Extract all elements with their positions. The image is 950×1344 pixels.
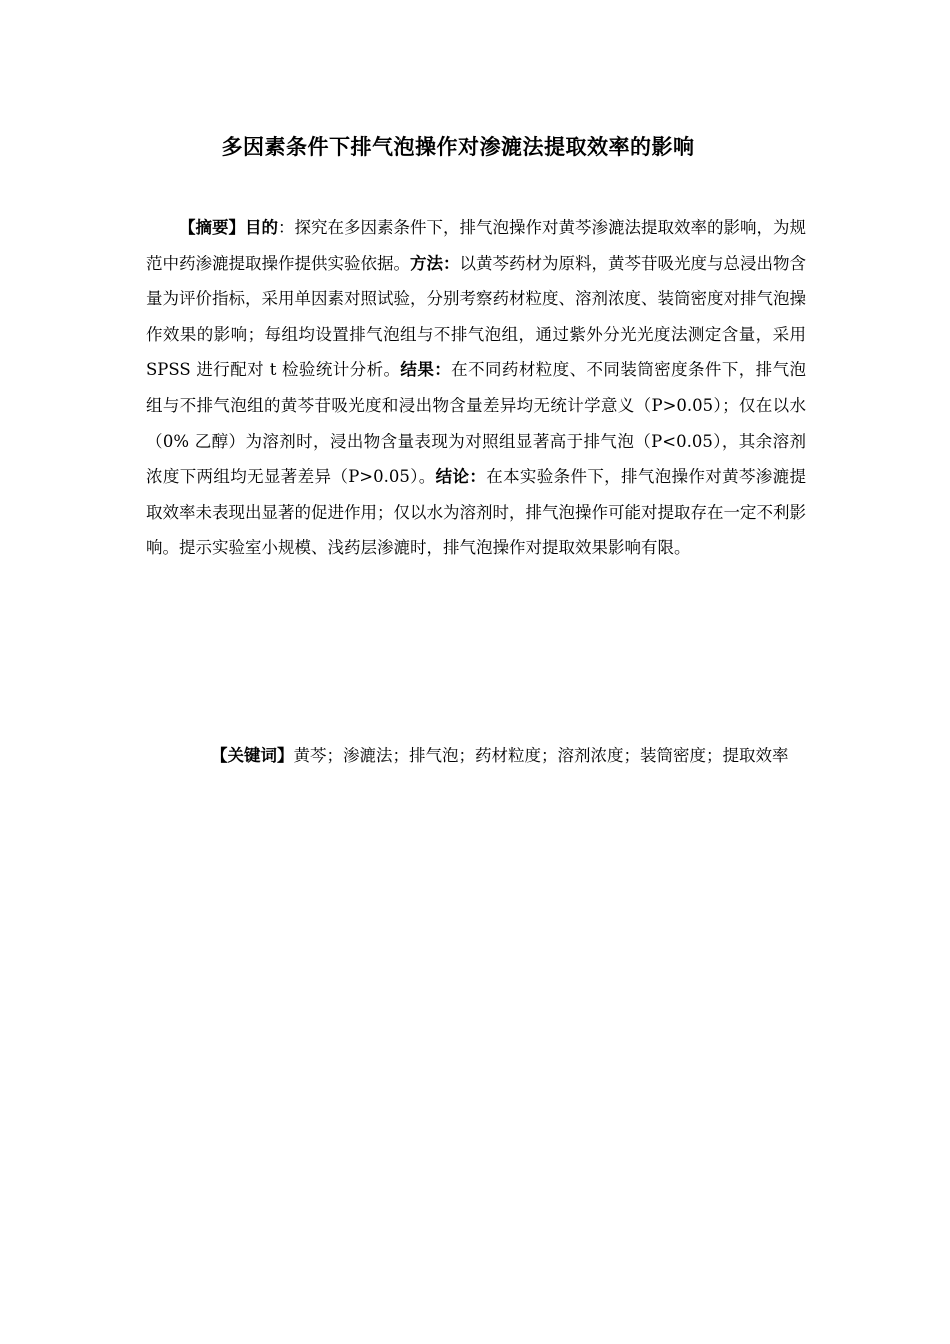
- paper-title: 多因素条件下排气泡操作对渗漉法提取效率的影响: [221, 135, 695, 159]
- conclusion-text: 在本实验条件下，排气泡操作对黄芩渗漉提取效率未表现出显著的促进作用；仅以水为溶剂时，排气泡操作可能对提取存在一定不利影响。提示实验室小规模、浅药层渗漉时，排气泡操作对提取效果影响有限。: [146, 467, 807, 558]
- methods-text: 以黄芩药材为原料，黄芩苷吸光度与总浸出物含量为评价指标，采用单因素对照试验，分别考察药材粒度、溶剂浓度、装筒密度对排气泡操作效果的影响；每组均设置排气泡组与不排气泡组，通过紫外分光光度法测定含量，采用 SPSS 进行配对 t 检验统计分析。: [146, 253, 806, 380]
- methods-label: 方法：: [410, 253, 460, 273]
- objective-text: ：探究在多因素条件下，排气泡操作对黄芩渗漉法提取效率的影响，为规范中药渗漉提取操作提供实验依据。: [146, 218, 806, 273]
- results-text: 在不同药材粒度、不同装筒密度条件下，排气泡组与不排气泡组的黄芩苷吸光度和浸出物含量差异均无统计学意义（P>0.05）；仅在以水（0% 乙醇）为溶剂时，浸出物含量表现为对照组显著高于排气泡（P<0.05），其余溶剂浓度下两组均无显著差异（P>0.05）。: [146, 360, 806, 487]
- keywords-label: 【关键词】: [211, 746, 294, 765]
- keywords-paragraph: [178, 738, 810, 774]
- abstract-paragraph: [146, 210, 806, 566]
- results-label: 结果：: [400, 360, 452, 380]
- keywords-text: 黄芩；渗漉法；排气泡；药材粒度；溶剂浓度；装筒密度；提取效率: [293, 746, 789, 765]
- abstract-label: 【摘要】: [179, 218, 245, 237]
- conclusion-label: 结论：: [435, 467, 487, 487]
- objective-label: 目的: [245, 218, 278, 237]
